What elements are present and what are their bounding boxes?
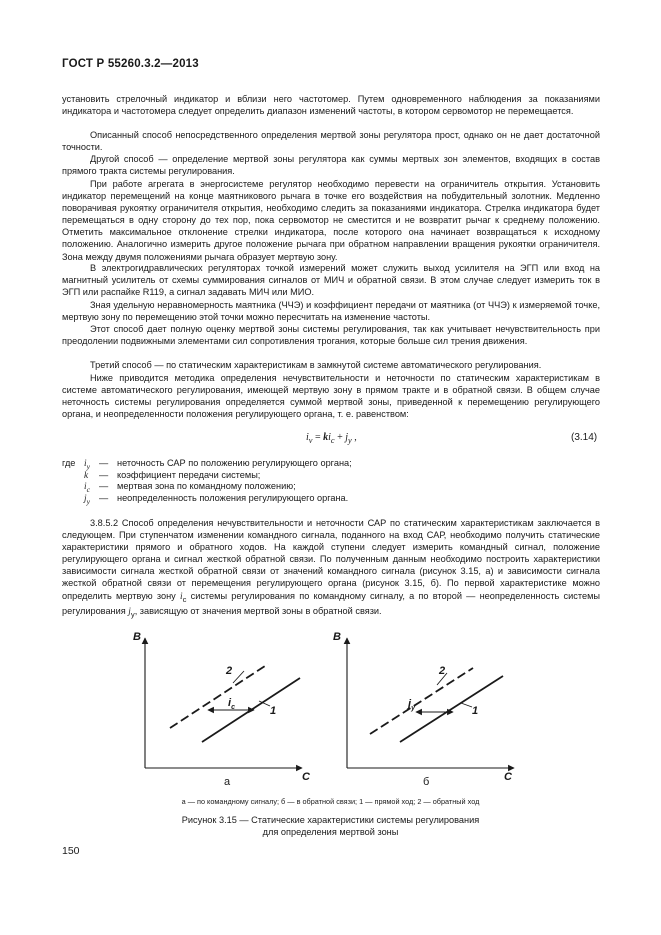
paragraph: установить стрелочный индикатор и вблизи него частотомер. Путем одновременного наблюдения за показаниями индикатора и частотомера следует определить диапазон изменений частоты, в котором сервомотор не перемещается. <box>62 94 600 117</box>
y-axis-label-left: B <box>133 631 141 643</box>
line-1-right <box>400 676 503 742</box>
deadzone-label-right: $j_y$ <box>408 698 415 712</box>
line-2-left <box>170 664 268 728</box>
page-number: 150 <box>62 845 80 857</box>
panel-label-a: а <box>224 776 231 788</box>
line-label-1-left: 1 <box>270 705 277 717</box>
figure-caption <box>0 814 661 838</box>
x-axis-label-left: C <box>302 771 310 783</box>
line-label-2-right: 2 <box>439 665 446 677</box>
where-label: где <box>62 458 76 468</box>
panel-label-b: б <box>423 776 430 788</box>
paragraph: Третий способ — по статическим характеристикам в замкнутой системе автоматического регулирования. <box>90 360 542 370</box>
paragraph: Ниже приводится методика определения нечувствительности и неточности по статическим характеристикам в системе автоматического регулирования, имеющей мертвую зону в прямом тракте и в обратной связи. В общем случае неточность системы регулирования определяется суммой мертвой зоны, приведенной к перемещению регулирующего органа, и неопределенности положения регулирующего органа, т. е. равенством: <box>62 373 600 420</box>
formula-expression: $i_v = ki_c + j_y$ , <box>306 432 357 445</box>
line-label-1-right: 1 <box>472 705 479 717</box>
paragraph: Описанный способ непосредственного определения мертвой зоны регулятора прост, однако он не дает достаточной точности. <box>62 130 600 153</box>
paragraph: Другой способ — определение мертвой зоны регулятора как суммы мертвых зон элементов, входящих в состав прямого тракта системы регулирования. <box>62 154 600 177</box>
deadzone-label-left: $i_c$ <box>228 697 235 711</box>
figure-legend: а — по командному сигналу; б — в обратной связи; 1 — прямой ход; 2 — обратный ход <box>181 797 480 806</box>
leader-1-right <box>461 703 472 707</box>
formula-number: (3.14) <box>571 432 598 443</box>
caption-line: Рисунок 3.15 — Статические характеристики системы регулирования <box>181 815 480 825</box>
paragraph: Этот способ дает полную оценку мертвой зоны системы регулирования, так как учитывает нечувствительность при преодолении подвижными элементами сил сопротивления трогания, которые больше сил трения движения. <box>62 324 600 347</box>
x-axis-label-right: C <box>504 771 512 783</box>
paragraph: При работе агрегата в энергосистеме регулятор необходимо перевести на ограничитель открытия. Установить индикатор перемещений на конце маятникового рычага в точке его воздействия на побудительный золотник. Медленно поворачивая рукоятку ограничителя открытия, необходимо следить за показаниями индикатора. Стрелка индикатора будет перемещаться в одну сторону до тех пор, пока сервомотор не сместится и не возвратит рычаг к среднему положению. Отметить максимальное отклонение стрелки индикатора, после которого она начинает возвращаться к исходному положению. Аналогично измерить другое положение рычага при обратном направлении вращения рукоятки ограничителя. Зона между двумя положениями рычага образует мертвую зону. <box>62 179 600 262</box>
caption-line: для определения мертвой зоны <box>262 827 399 837</box>
section-3-8-5-2: 3.8.5.2 Способ определения нечувствительности и неточности САР по статическим характеристикам заключается в следующем. При ступенчатом изменении командного сигнала, поданного на вход САР, необходимо получить статические характеристики прямого и обратного ходов. На каждой ступени следует измерить командный сигнал, положение регулирующего органа и сигнал жесткой обратной связи. По полученным данным необходимо построить характеристики зависимости сигнала жесткой обратной связи от значений командного сигнала (рисунок 3.15, а) и зависимости сигнала жесткой обратной связи от перемещения регулирующего органа (рисунок 3.15, б). По первой характеристике можно определить мертвую зону $i_с$ системы регулирования по командному сигналу, а по второй — неопределенность системы регулирования $j_у$, зависящую от значения мертвой зоны в обратной связи. <box>62 518 601 620</box>
y-axis-label-right: B <box>333 631 341 643</box>
line-2-right <box>370 668 473 734</box>
line-label-2-left: 2 <box>226 665 233 677</box>
paragraph: В электрогидравлических регуляторах точкой измерений может служить выход усилителя на ЭГП или вход на магнитный усилитель от схемы суммирования сигналов от МИЧ и обратной связи. В этом случае следует измерить ток в ЭГП или распайке R119, а сигнал задавать МИЧ или МИО. <box>62 263 600 298</box>
paragraph: Зная удельную неравномерность маятника (ЧЧЭ) и коэффициент передачи от маятника (от ЧЧЭ) к измеряемой точке, мертвую зону по перемещению этой точки можно пересчитать на изменение частоты. <box>62 300 600 323</box>
figure-3-15 <box>130 628 530 794</box>
page-header: ГОСТ Р 55260.3.2—2013 <box>62 58 199 70</box>
